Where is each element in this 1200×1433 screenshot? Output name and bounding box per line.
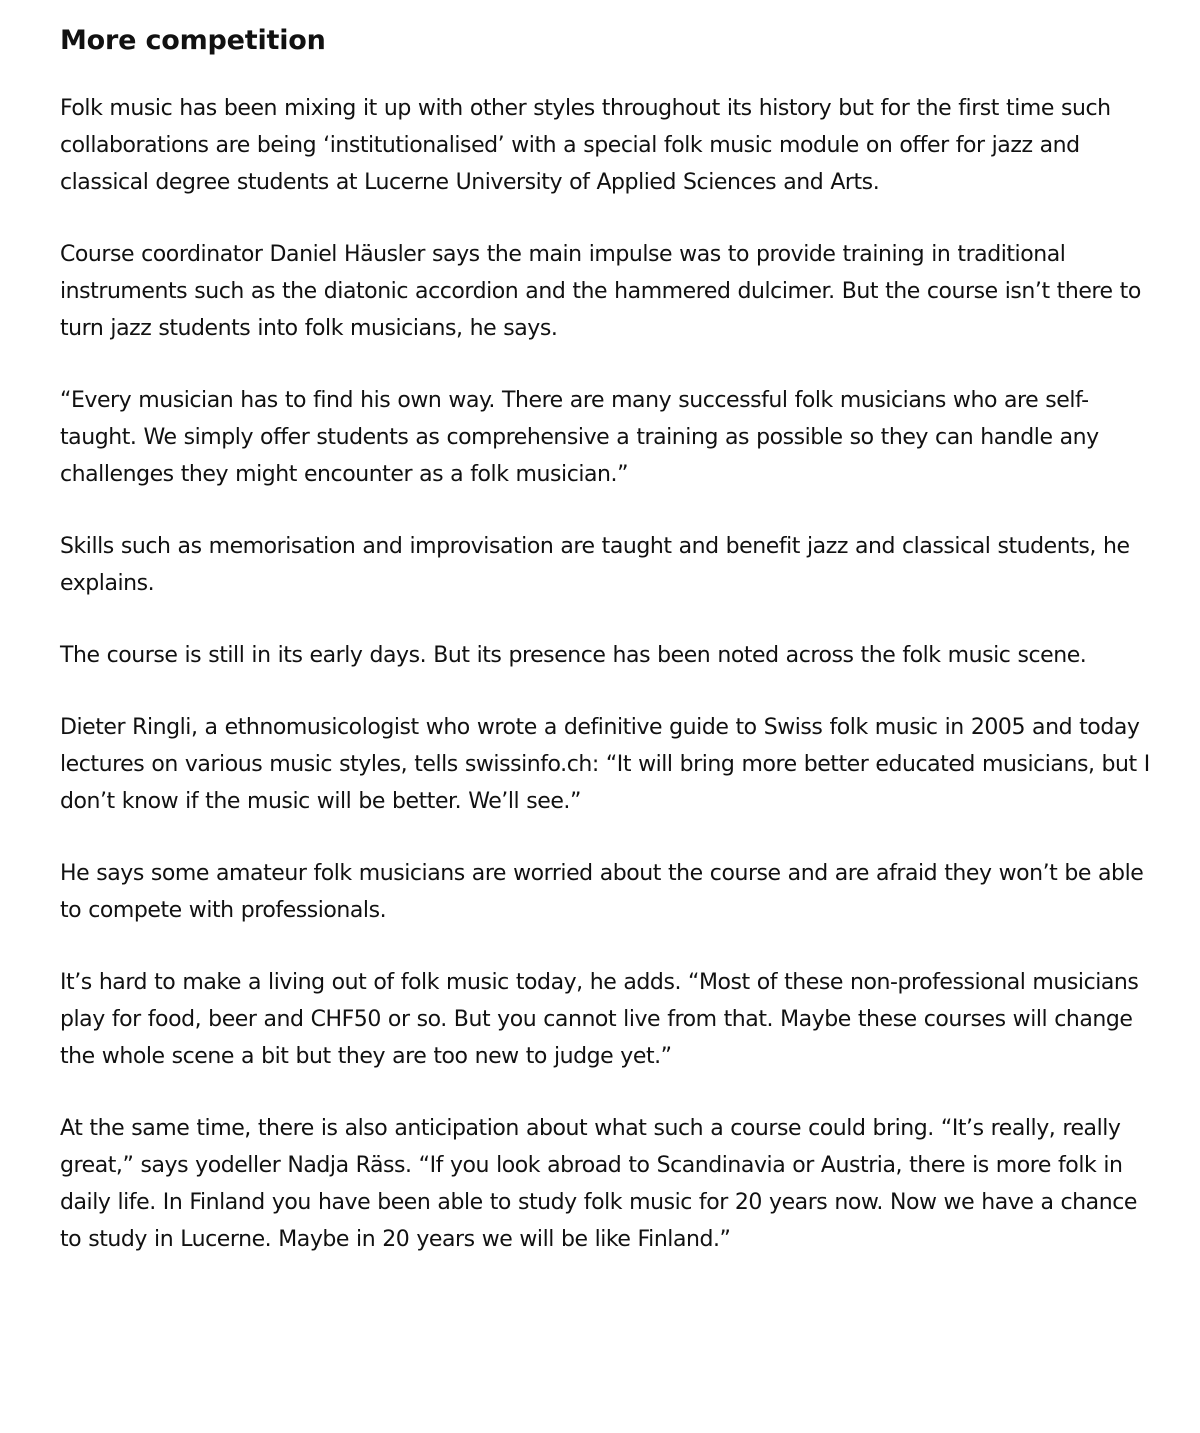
paragraph-musician-quote: “Every musician has to find his own way. There are many successful folk musicians who are self-taught. We simply offer students as comprehensive a training as possible so they can handle any challenges they might encounter as a folk musician.” (60, 388, 1099, 487)
paragraph-nadja-rass: At the same time, there is also anticipation about what such a course could bring. “It’s really, really great,” says yodeller Nadja Räss. “If you look abroad to Scandinavia or Austria, there is more folk in daily life. In Finland you have been able to study folk music for 20 years now. Now we have a chance to study in Lucerne. Maybe in 20 years we will be like Finland.” (60, 1116, 1137, 1252)
paragraph-early-days: The course is still in its early days. But its presence has been noted across the folk music scene. (60, 643, 1087, 668)
section-heading: More competition (60, 25, 326, 56)
paragraph-folk-collaborations: Folk music has been mixing it up with other styles throughout its history but for the first time such collaborations are being ‘institutionalised’ with a special folk music module on offer for jazz and classical degree students at Lucerne University of Applied Sciences and Arts. (60, 96, 1111, 195)
paragraph-amateur-worries: He says some amateur folk musicians are worried about the course and are afraid they won’t be able to compete with professionals. (60, 861, 1144, 923)
paragraph-course-coordinator: Course coordinator Daniel Häusler says the main impulse was to provide training in traditional instruments such as the diatonic accordion and the hammered dulcimer. But the course isn’t there to turn jazz students into folk musicians, he says. (60, 242, 1141, 341)
paragraph-living-from-folk: It’s hard to make a living out of folk music today, he adds. “Most of these non-professional musicians play for food, beer and CHF50 or so. But you cannot live from that. Maybe these courses will change the whole scene a bit but they are too new to judge yet.” (60, 970, 1139, 1069)
paragraph-dieter-ringli: Dieter Ringli, a ethnomusicologist who wrote a definitive guide to Swiss folk music in 2005 and today lectures on various music styles, tells swissinfo.ch: “It will bring more better educated musicians, but I don’t know if the music will be better. We’ll see.” (60, 715, 1150, 814)
paragraph-skills: Skills such as memorisation and improvisation are taught and benefit jazz and classical students, he explains. (60, 534, 1130, 596)
